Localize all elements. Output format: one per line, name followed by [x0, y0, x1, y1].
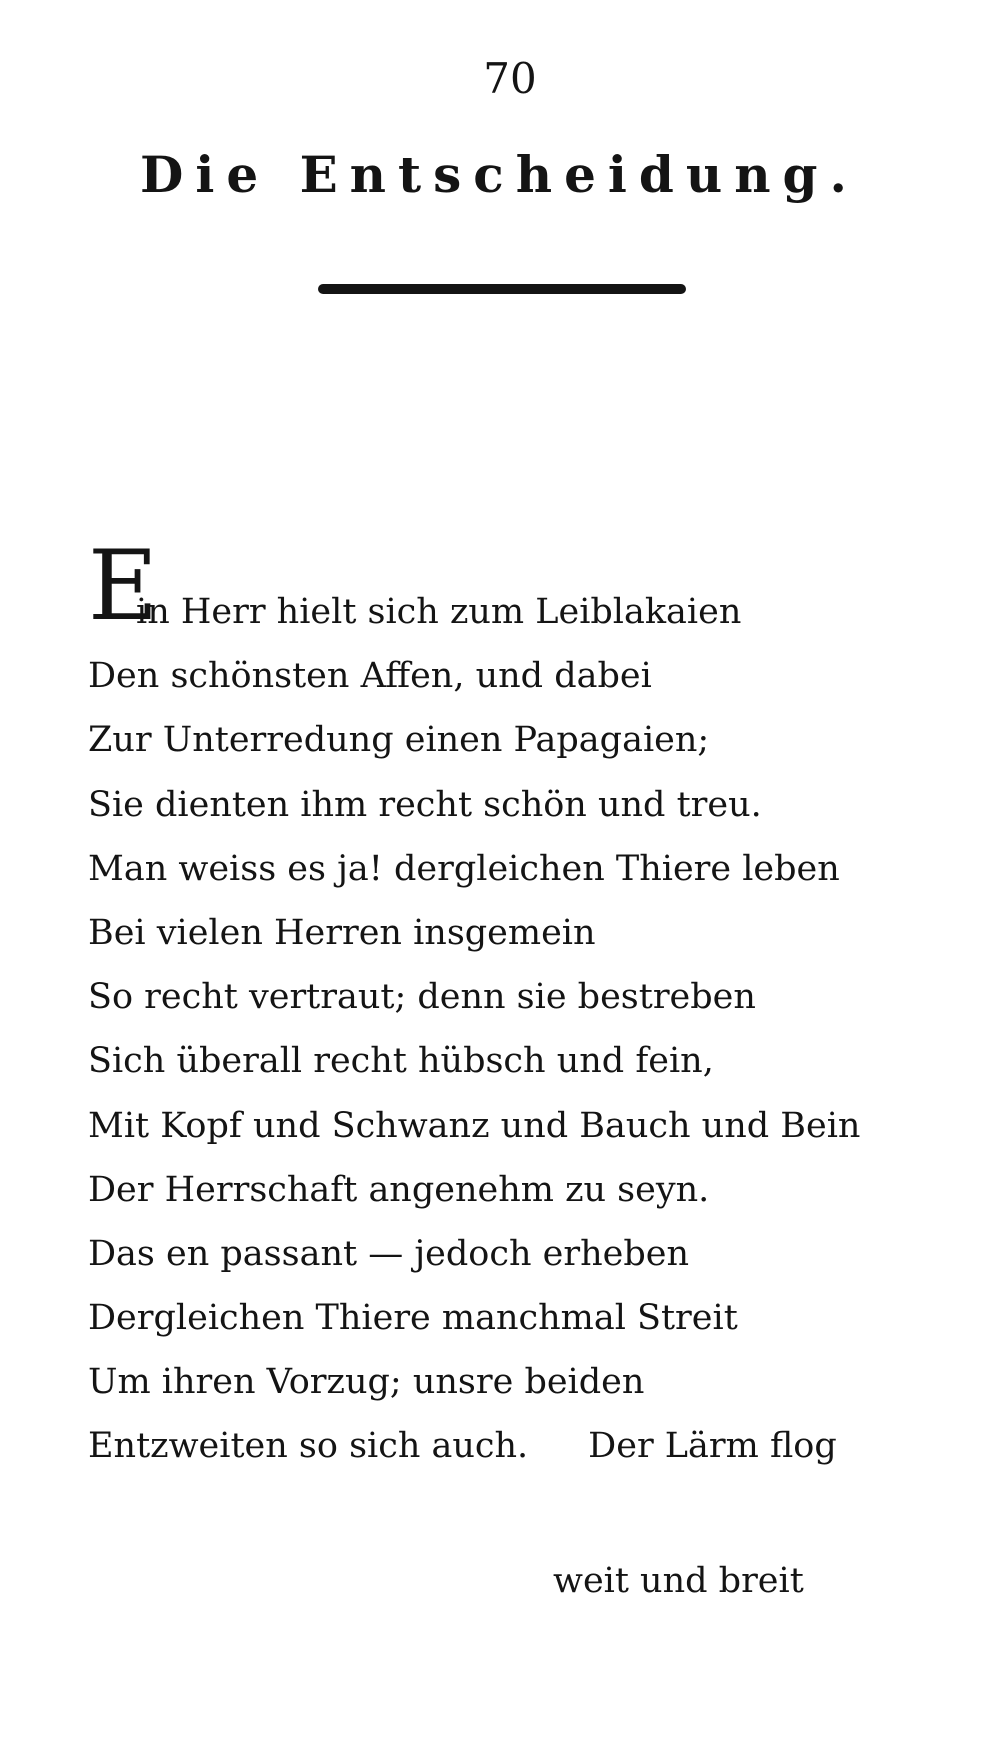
page-title: Die Entscheidung.: [140, 145, 859, 204]
poem-line-text: in Herr hielt sich zum Leiblakaien: [136, 592, 742, 632]
poem-line: [88, 530, 968, 644]
poem-line: Dergleichen Thiere manchmal Streit: [88, 1298, 738, 1339]
poem-line: Mit Kopf und Schwanz und Bauch und Bein: [88, 1105, 861, 1146]
poem-line: So recht vertraut; denn sie bestreben: [88, 977, 756, 1018]
poem-line-start: Entzweiten so sich auch.: [88, 1426, 529, 1467]
poem-line: Das en passant — jedoch erheben: [88, 1233, 689, 1274]
poem-line-end: Der Lärm flog: [588, 1426, 837, 1467]
poem-turnover-line: weit und breit: [553, 1561, 804, 1601]
poem-line: Den schönsten Affen, und dabei: [88, 656, 652, 697]
poem-line: Der Herrschaft angenehm zu seyn.: [88, 1169, 710, 1210]
poem-line: Sie dienten ihm recht schön und treu.: [88, 784, 762, 825]
drop-cap: E: [88, 530, 159, 642]
poem-line: Sich überall recht hübsch und fein,: [88, 1041, 714, 1082]
poem-line: Man weiss es ja! dergleichen Thiere leben: [88, 848, 840, 889]
poem-line: Zur Unterredung einen Papagaien;: [88, 720, 710, 761]
poem-line: Bei vielen Herren insgemein: [88, 912, 596, 953]
poem-body: [88, 530, 968, 1479]
poem-line: Um ihren Vorzug; unsre beiden: [88, 1362, 645, 1403]
title-divider: [318, 284, 686, 294]
page-number: 70: [483, 54, 537, 103]
poem-line: [88, 1414, 968, 1478]
